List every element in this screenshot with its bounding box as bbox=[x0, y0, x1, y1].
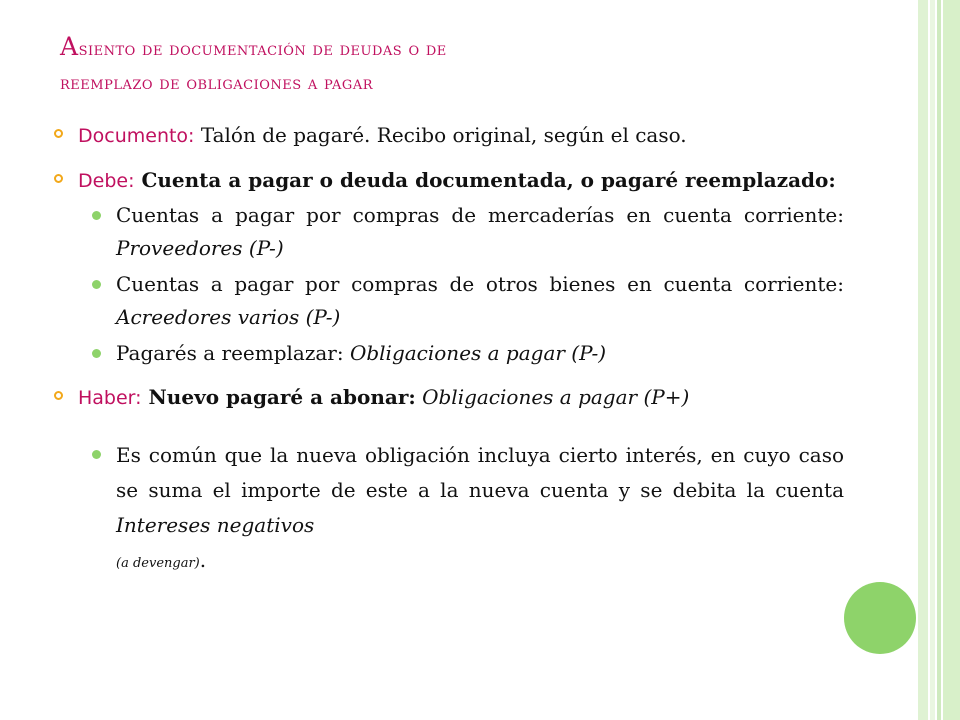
haber-note-text: Es común que la nueva obligación incluya cierto interés, en cuyo caso se suma el importe de este a la nueva cuenta y se debita la cuenta bbox=[116, 443, 844, 502]
decorative-circle bbox=[844, 582, 916, 654]
slide-title bbox=[60, 30, 860, 101]
decorative-band bbox=[918, 0, 928, 720]
title-line-2: reemplazo de obligaciones a pagar bbox=[60, 73, 373, 94]
sub-item-text: Cuentas a pagar por compras de mercaderías en cuenta corriente: bbox=[116, 203, 844, 227]
dot-bullet-icon bbox=[92, 280, 101, 289]
bullet-haber bbox=[54, 380, 844, 416]
haber-heading: Nuevo pagaré a abonar: bbox=[141, 385, 416, 409]
dot-bullet-icon bbox=[92, 349, 101, 358]
debe-sub-item bbox=[92, 268, 844, 334]
documento-text: Talón de pagaré. Recibo original, según el caso. bbox=[194, 123, 687, 147]
title-initial: A bbox=[60, 32, 79, 61]
haber-sub-item bbox=[92, 438, 844, 581]
ring-bullet-icon bbox=[54, 129, 63, 138]
sub-item-text: Cuentas a pagar por compras de otros bienes en cuenta corriente: bbox=[116, 272, 844, 296]
haber-note-end: . bbox=[199, 548, 207, 572]
decorative-band bbox=[937, 0, 941, 720]
decorative-band bbox=[943, 0, 960, 720]
sub-item-text: Pagarés a reemplazar: bbox=[116, 341, 350, 365]
sub-item-account: Acreedores varios (P-) bbox=[116, 305, 341, 329]
haber-account: Obligaciones a pagar (P+) bbox=[415, 385, 690, 409]
ring-bullet-icon bbox=[54, 174, 63, 183]
slide-body bbox=[54, 118, 844, 584]
decorative-band bbox=[930, 0, 935, 720]
debe-heading: Cuenta a pagar o deuda documentada, o pagaré reemplazado: bbox=[134, 168, 836, 192]
debe-sub-item bbox=[92, 199, 844, 265]
documento-label: Documento: bbox=[78, 125, 195, 147]
debe-sub-item bbox=[92, 337, 844, 370]
dot-bullet-icon bbox=[92, 450, 101, 459]
bullet-documento bbox=[54, 118, 844, 154]
sub-item-account: Proveedores (P-) bbox=[116, 236, 284, 260]
haber-label: Haber: bbox=[78, 387, 142, 409]
bullet-debe bbox=[54, 163, 844, 199]
debe-label: Debe: bbox=[78, 170, 135, 192]
haber-note-account: Intereses negativos bbox=[116, 513, 315, 537]
sub-item-account: Obligaciones a pagar (P-) bbox=[349, 341, 607, 365]
ring-bullet-icon bbox=[54, 391, 63, 400]
haber-note-small: (a devengar) bbox=[116, 556, 200, 571]
dot-bullet-icon bbox=[92, 211, 101, 220]
title-line-1: siento de documentación de deudas o de bbox=[78, 39, 447, 60]
